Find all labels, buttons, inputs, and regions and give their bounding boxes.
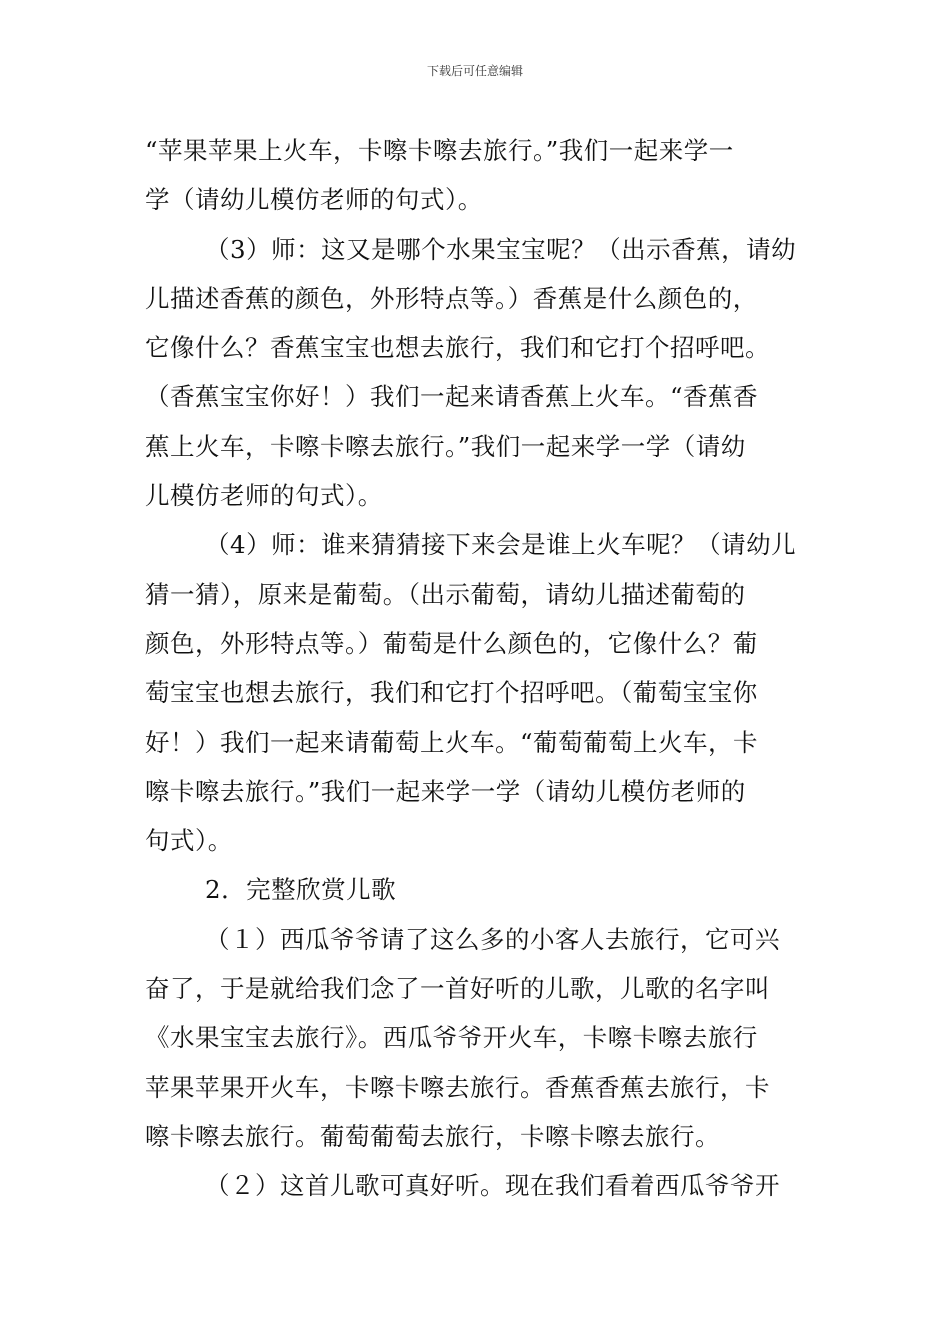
text-line: （香蕉宝宝你好！）我们一起来请香蕉上火车。“香蕉香 [145,382,759,412]
text-line: 嚓卡嚓去旅行。葡萄葡萄去旅行，卡嚓卡嚓去旅行。 [145,1121,720,1151]
document-body [145,126,815,1211]
text-line: 奋了，于是就给我们念了一首好听的儿歌，儿歌的名字叫 [145,974,770,1004]
paragraph-start-line: （１）西瓜爷爷请了这么多的小客人去旅行，它可兴 [205,924,780,954]
text-line: 句式）。 [145,826,233,856]
text-line: 儿描述香蕉的颜色，外形特点等。）香蕉是什么颜色的， [145,283,758,313]
paragraph-start-line: （２）这首儿歌可真好听。现在我们看着西瓜爷爷开 [205,1171,780,1201]
text-line: 好！）我们一起来请葡萄上火车。“葡萄葡萄上火车，卡 [145,727,759,757]
text-line: 猜一猜），原来是葡萄。（出示葡萄，请幼儿描述葡萄的 [145,579,746,609]
text-line: 蕉上火车，卡嚓卡嚓去旅行。”我们一起来学一学（请幼 [145,431,746,461]
text-line: 儿模仿老师的句式）。 [145,481,383,511]
text-line: 嚓卡嚓去旅行。”我们一起来学一学（请幼儿模仿老师的 [145,776,746,806]
text-line: 学（请幼儿模仿老师的句式）。 [145,185,483,215]
text-line: 《水果宝宝去旅行》。西瓜爷爷开火车，卡嚓卡嚓去旅行 [145,1023,758,1053]
text-line: 颜色，外形特点等。）葡萄是什么颜色的，它像什么？葡 [145,628,758,658]
text-line: 萄宝宝也想去旅行，我们和它打个招呼吧。（葡萄宝宝你 [145,678,758,708]
paragraph-start-line: （3）师：这又是哪个水果宝宝呢？（出示香蕉，请幼 [205,234,797,264]
text-line: 苹果苹果开火车，卡嚓卡嚓去旅行。香蕉香蕉去旅行，卡 [145,1072,770,1102]
section-heading: 2．完整欣赏儿歌 [205,875,397,905]
text-line: 它像什么？香蕉宝宝也想去旅行，我们和它打个招呼吧。 [145,333,770,363]
paragraph-start-line: （4）师：谁来猜猜接下来会是谁上火车呢？（请幼儿 [205,530,797,560]
page-header: 下载后可任意编辑 [426,64,523,78]
text-line: “苹果苹果上火车，卡嚓卡嚓去旅行。”我们一起来学一 [145,136,734,165]
